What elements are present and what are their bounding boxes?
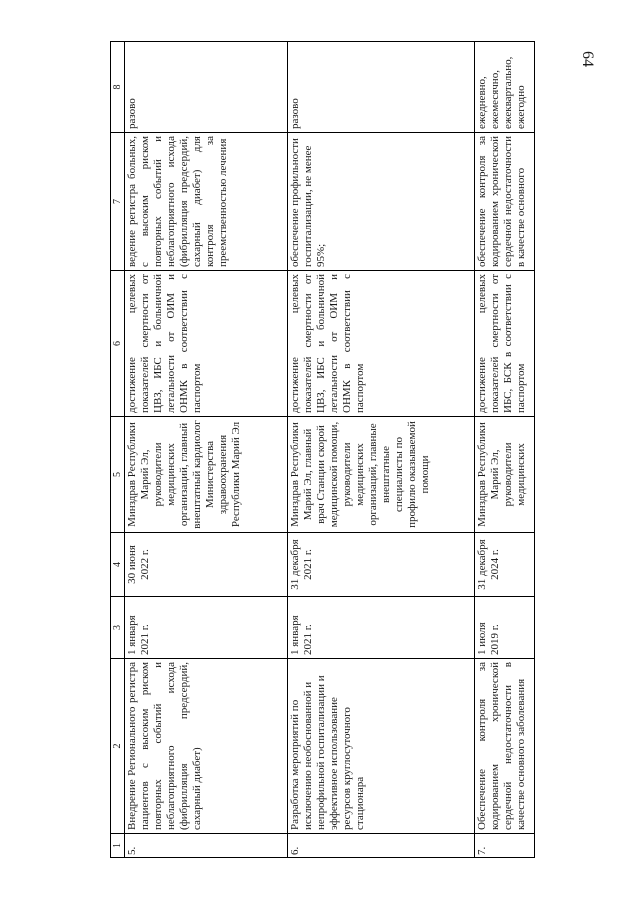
col-header-1: 1 — [111, 834, 125, 858]
col-header-8: 8 — [111, 42, 125, 133]
frequency-cell: ежедневно, ежемесячно, ежеквартально, ежегодно — [475, 42, 535, 133]
row-number: 7. — [475, 834, 535, 858]
start-date-cell: 1 января 2021 г. — [125, 597, 288, 659]
indicator-cell: достижение целевых показателей смертности от ЦВЗ, ИБС и больничной летальности от ОИМ и ОНМК в соответствии с паспортом — [125, 271, 288, 417]
col-header-6: 6 — [111, 271, 125, 417]
col-header-7: 7 — [111, 133, 125, 271]
result-cell: обеспечение контроля за кодированием хронической сердечной недостаточности в качестве основного — [475, 133, 535, 271]
responsible-cell: Минздрав Республики Марий Эл, руководители медицинских — [475, 417, 535, 533]
result-cell: обеспечение профильности госпитализации, не менее 95%; — [288, 133, 475, 271]
activity-cell: Разработка мероприятий по исключению необоснованной и непрофильной госпитализации и эффективное использование ресурсов круглосуточного стационара — [288, 659, 475, 834]
table-row — [125, 42, 288, 858]
frequency-cell: разово — [288, 42, 475, 133]
table-row — [288, 42, 475, 858]
indicator-cell: достижение целевых показателей смертности от ИБС, БСК в соответствии с паспортом — [475, 271, 535, 417]
activity-cell: Внедрение Регионального регистра пациентов с высоким риском повторных событий и неблагоприятного исхода (фибрилляция предсердий, сахарный диабет) — [125, 659, 288, 834]
end-date-cell: 30 июня 2022 г. — [125, 533, 288, 597]
col-header-3: 3 — [111, 597, 125, 659]
activity-cell: Обеспечение контроля за кодированием хронической сердечной недостаточности в качестве основного заболевания — [475, 659, 535, 834]
rotated-page-content — [110, 42, 529, 858]
row-number: 6. — [288, 834, 475, 858]
frequency-cell: разово — [125, 42, 288, 133]
end-date-cell: 31 декабря 2024 г. — [475, 533, 535, 597]
responsible-cell: Минздрав Республики Марий Эл, руководители медицинских организаций, главный внештатный кардиолог Министерства здравоохранения Республики Марий Эл — [125, 417, 288, 533]
responsible-cell: Минздрав Республики Марий Эл, главный врач Станции скорой медицинской помощи, руководители медицинских организаций, главные внештатные специалисты по профилю оказываемой помощи — [288, 417, 475, 533]
result-cell: ведение регистра больных, с высоким риском повторных событий и неблагоприятного исхода (фибрилляция предсердий, сахарный диабет) для контроля за преемственностью лечения — [125, 133, 288, 271]
row-number: 5. — [125, 834, 288, 858]
start-date-cell: 1 января 2021 г. — [288, 597, 475, 659]
end-date-cell: 31 декабря 2021 г. — [288, 533, 475, 597]
table-row — [475, 42, 535, 858]
col-header-5: 5 — [111, 417, 125, 533]
indicator-cell: достижение целевых показателей смертности от ЦВЗ, ИБС и больничной летальности от ОИМ и ОНМК в соответствии с паспортом — [288, 271, 475, 417]
start-date-cell: 1 июля 2019 г. — [475, 597, 535, 659]
page-number: 64 — [579, 51, 596, 67]
column-number-row — [111, 42, 125, 858]
col-header-4: 4 — [111, 533, 125, 597]
plan-table — [110, 41, 535, 858]
col-header-2: 2 — [111, 659, 125, 834]
